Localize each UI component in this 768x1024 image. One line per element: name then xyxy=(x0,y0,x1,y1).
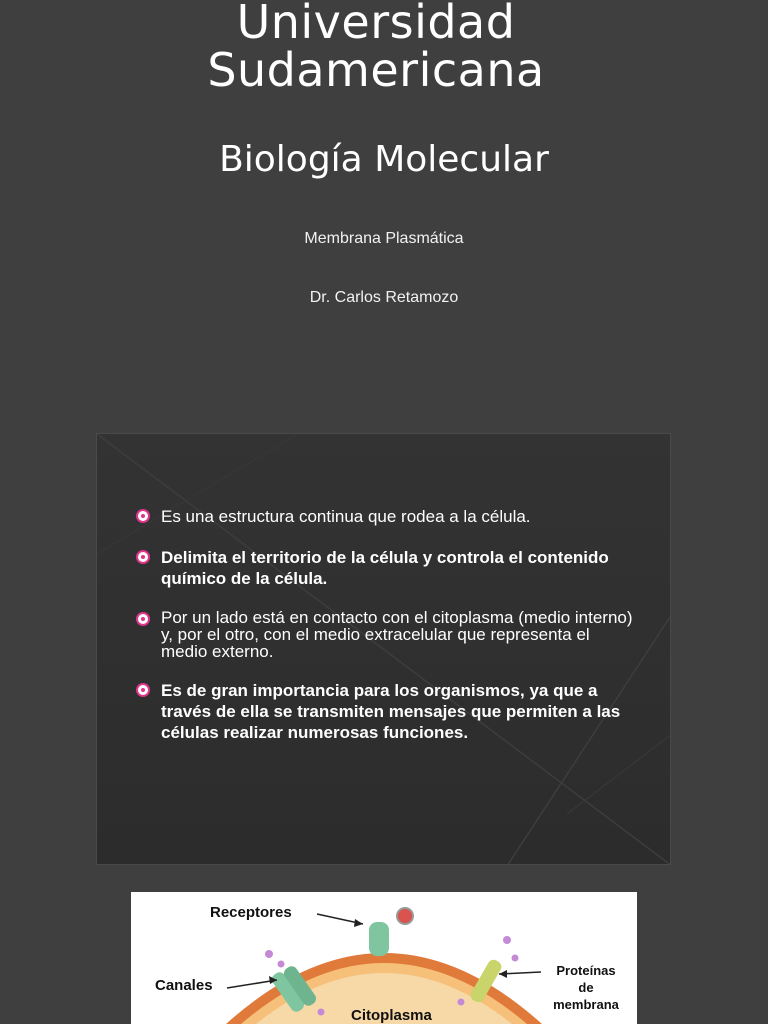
label-proteinas-line3: membrana xyxy=(553,997,619,1012)
label-proteinas-line1: Proteínas xyxy=(556,963,616,978)
bullet-text: Es una estructura continua que rodea a la célula. xyxy=(161,507,531,526)
vesicle xyxy=(458,999,465,1006)
bullet-list xyxy=(137,506,637,763)
receptor-protein xyxy=(369,922,389,956)
receptor-ligand xyxy=(397,908,413,924)
arrow-head xyxy=(499,970,507,978)
vesicle xyxy=(503,936,511,944)
bullet-text: Es de gran importancia para los organismos, ya que a través de ella se transmiten mensajes que permiten a las células realizar numerosas funciones. xyxy=(161,681,621,742)
bullet-dot-icon xyxy=(138,511,148,521)
bullet-item xyxy=(137,506,637,527)
bullet-item xyxy=(137,609,637,660)
vesicle xyxy=(512,955,519,962)
arrow-canales xyxy=(227,980,277,988)
topic-subtitle: Membrana Plasmática xyxy=(304,230,464,247)
membrane-diagram xyxy=(131,892,637,1024)
vesicle xyxy=(278,961,285,968)
course-title: Biología Molecular xyxy=(219,139,549,180)
bullet-dot-icon xyxy=(138,614,148,624)
bullet-text: Por un lado está en contacto con el citoplasma (medio interno) y, por el otro, con el medio extracelular que representa el medio externo. xyxy=(161,608,633,661)
label-proteinas-line2: de xyxy=(578,980,594,995)
university-title xyxy=(150,0,602,97)
university-title-line2: Sudamericana xyxy=(207,43,545,97)
label-canales: Canales xyxy=(155,977,213,994)
vesicle xyxy=(265,950,273,958)
label-citoplasma: Citoplasma xyxy=(351,1007,432,1024)
slide-panel xyxy=(96,433,671,865)
bullet-text: Delimita el territorio de la célula y controla el contenido químico de la célula. xyxy=(161,548,609,588)
bullet-dot-icon xyxy=(138,685,148,695)
label-receptores: Receptores xyxy=(210,904,292,921)
bullet-item xyxy=(137,680,637,743)
author-name: Dr. Carlos Retamozo xyxy=(309,289,459,306)
university-title-line1: Universidad xyxy=(236,0,516,49)
label-proteinas xyxy=(541,962,631,1013)
bullet-item xyxy=(137,547,637,589)
vesicle xyxy=(318,1009,325,1016)
bullet-dot-icon xyxy=(138,552,148,562)
